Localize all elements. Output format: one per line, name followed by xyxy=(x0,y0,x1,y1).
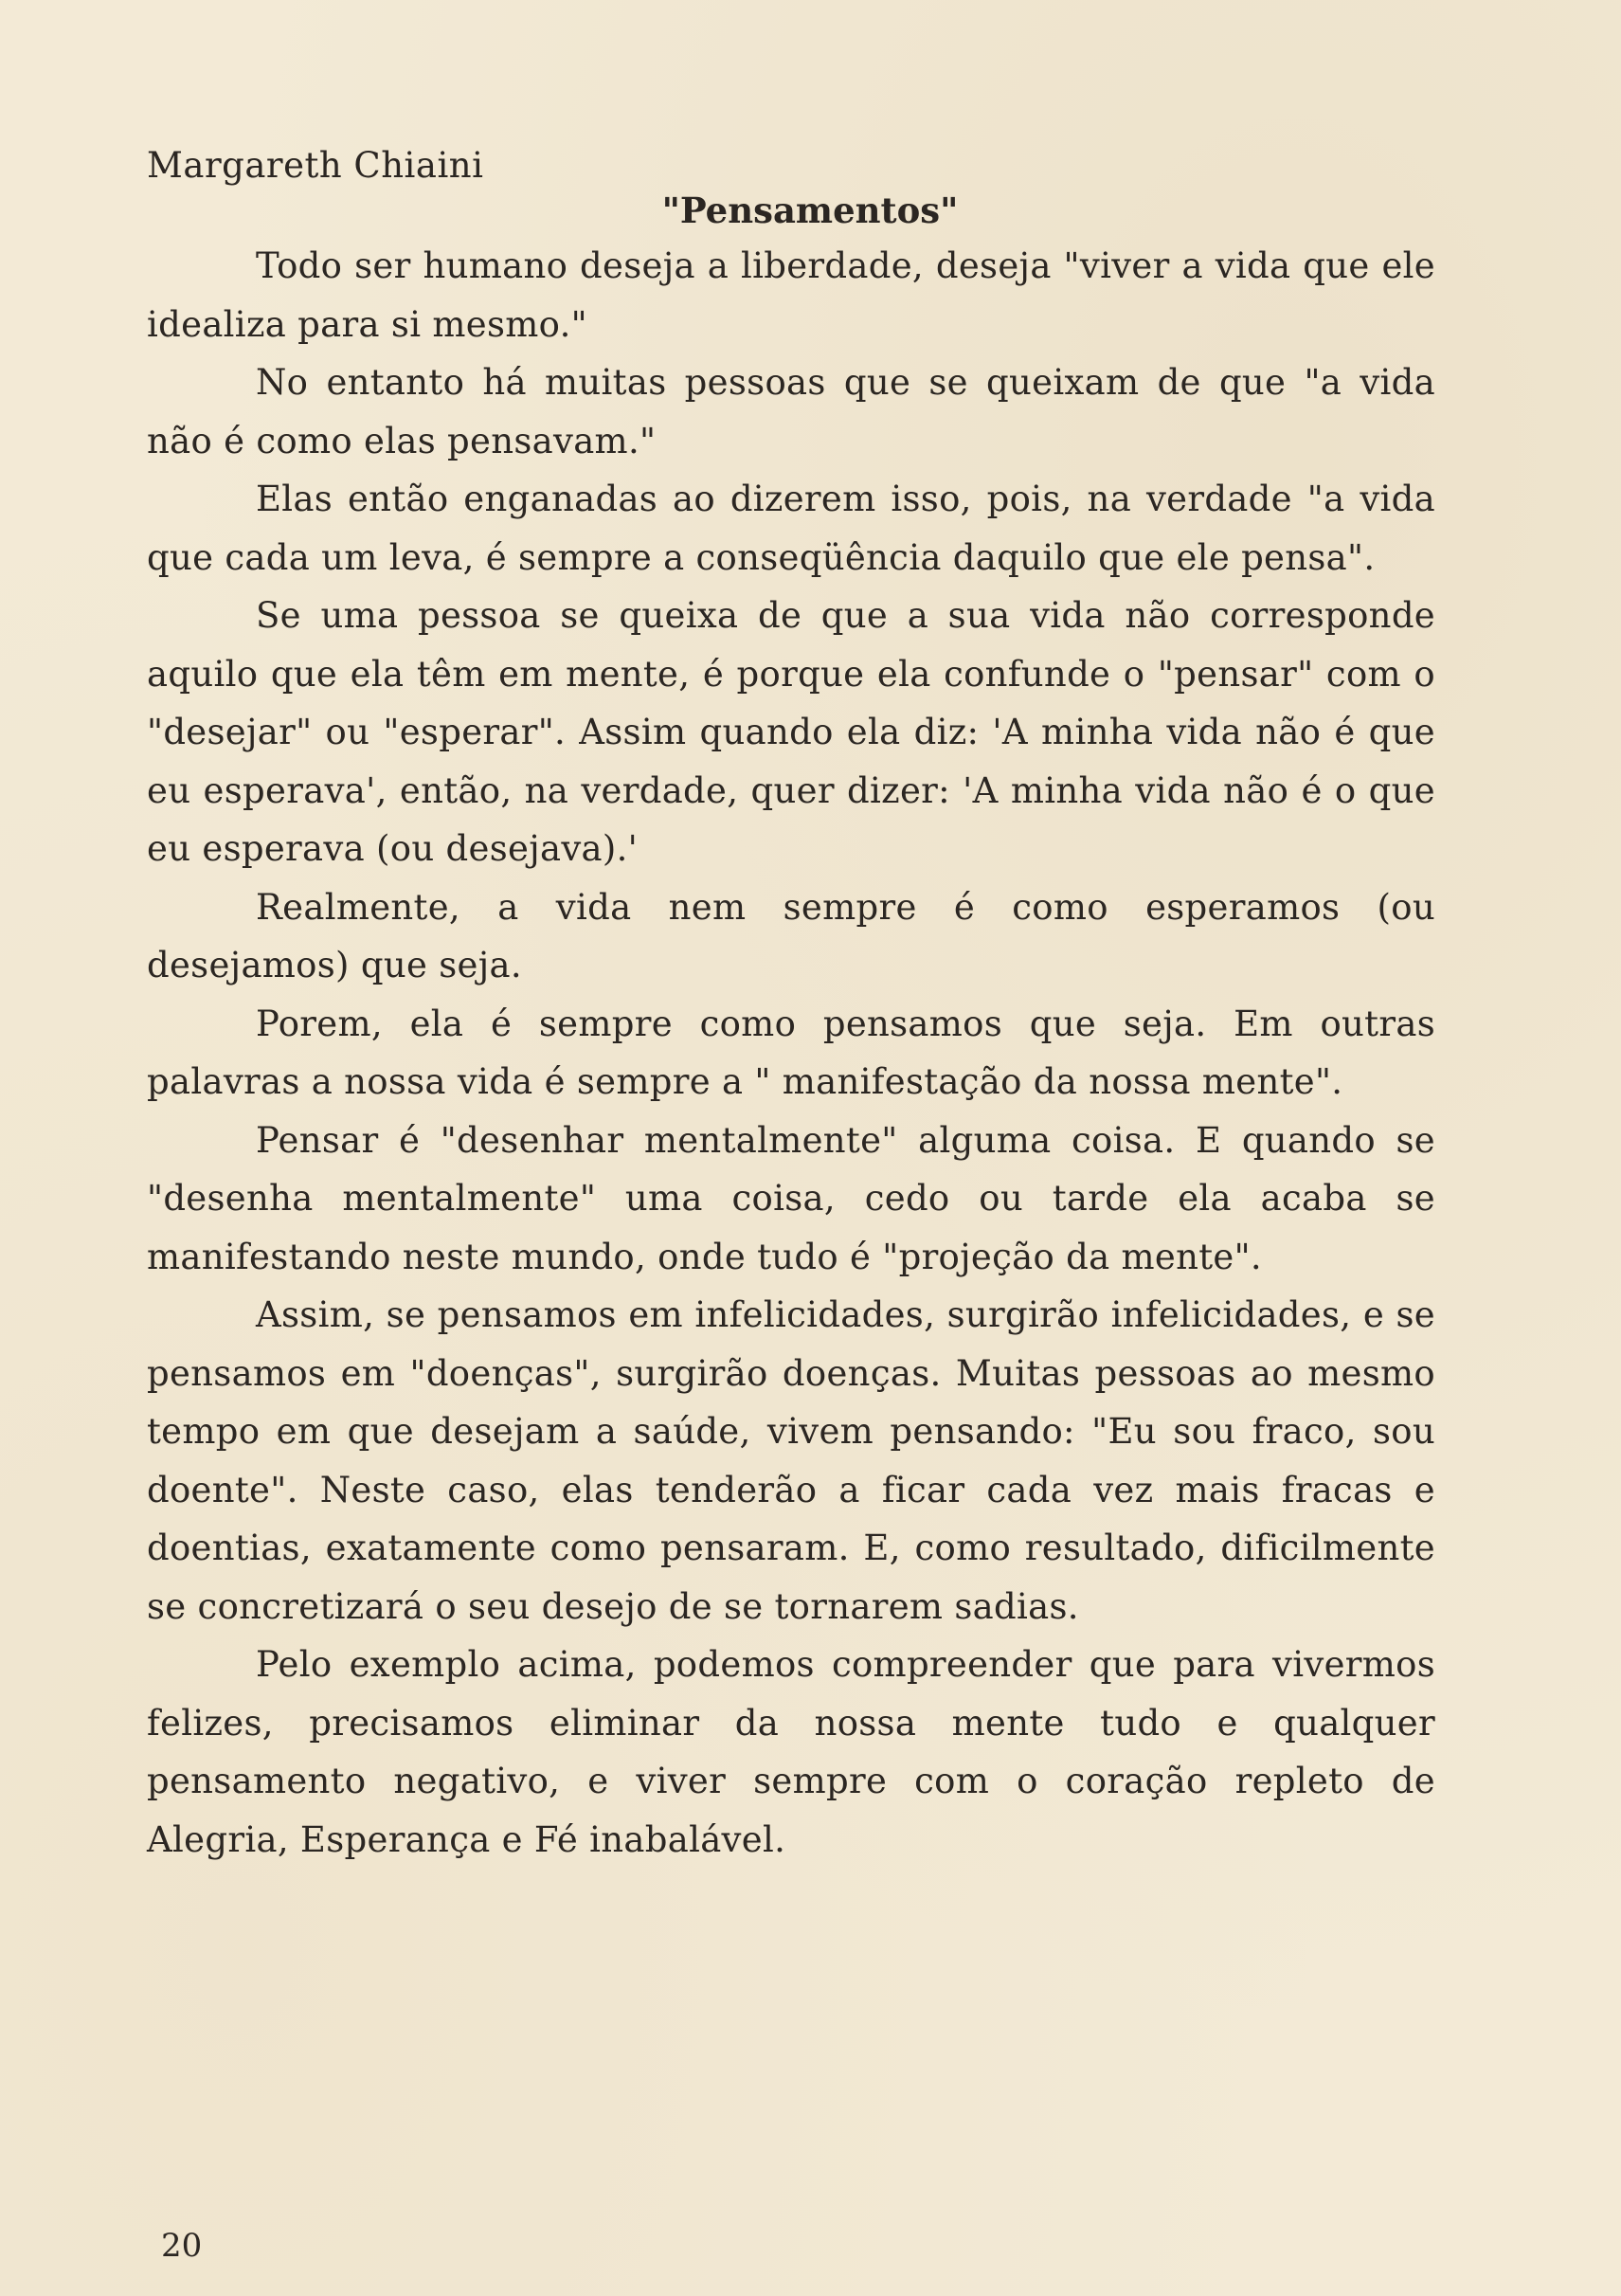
page-content xyxy=(147,142,1435,1869)
paragraph: Todo ser humano deseja a liberdade, deseja "viver a vida que ele idealiza para si mesmo." xyxy=(147,245,1435,345)
page-number: 20 xyxy=(161,2227,203,2265)
paragraph: Assim, se pensamos em infelicidades, surgirão infelicidades, e se pensamos em "doenças", surgirão doenças. Muitas pessoas ao mesmo tempo em que desejam a saúde, vivem pensando: "Eu sou fraco, sou doente". Neste caso, elas tenderão a ficar cada vez mais fracas e doentias, exatamente como pensaram. E, como resultado, dificilmente se concretizará o seu desejo de se tornarem sadias. xyxy=(147,1294,1435,1627)
paragraph: Pensar é "desenhar mentalmente" alguma coisa. E quando se "desenha mentalmente" uma coisa, cedo ou tarde ela acaba se manifestando neste mundo, onde tudo é "projeção da mente". xyxy=(147,1119,1435,1277)
paragraph: Realmente, a vida nem sempre é como esperamos (ou desejamos) que seja. xyxy=(147,886,1435,985)
paragraph: Porem, ela é sempre como pensamos que seja. Em outras palavras a nossa vida é sempre a " manifestação da nossa mente". xyxy=(147,1003,1435,1102)
paragraph: Pelo exemplo acima, podemos compreender que para vivermos felizes, precisamos eliminar da nossa mente tudo e qualquer pensamento negativo, e viver sempre com o coração repleto de Alegria, Esperança e Fé inabalável. xyxy=(147,1644,1435,1860)
author-name: Margareth Chiaini xyxy=(147,145,484,186)
page-title: "Pensamentos" xyxy=(661,190,959,231)
paragraph: Se uma pessoa se queixa de que a sua vida não corresponde aquilo que ela têm em mente, é porque ela confunde o "pensar" com o "desejar" ou "esperar". Assim quando ela diz: 'A minha vida não é que eu esperava', então, na verdade, quer dizer: 'A minha vida não é o que eu esperava (ou desejava).' xyxy=(147,595,1435,869)
paragraph: No entanto há muitas pessoas que se queixam de que "a vida não é como elas pensavam." xyxy=(147,362,1435,461)
paragraph: Elas então enganadas ao dizerem isso, pois, na verdade "a vida que cada um leva, é sempre a conseqüência daquilo que ele pensa". xyxy=(147,479,1435,578)
